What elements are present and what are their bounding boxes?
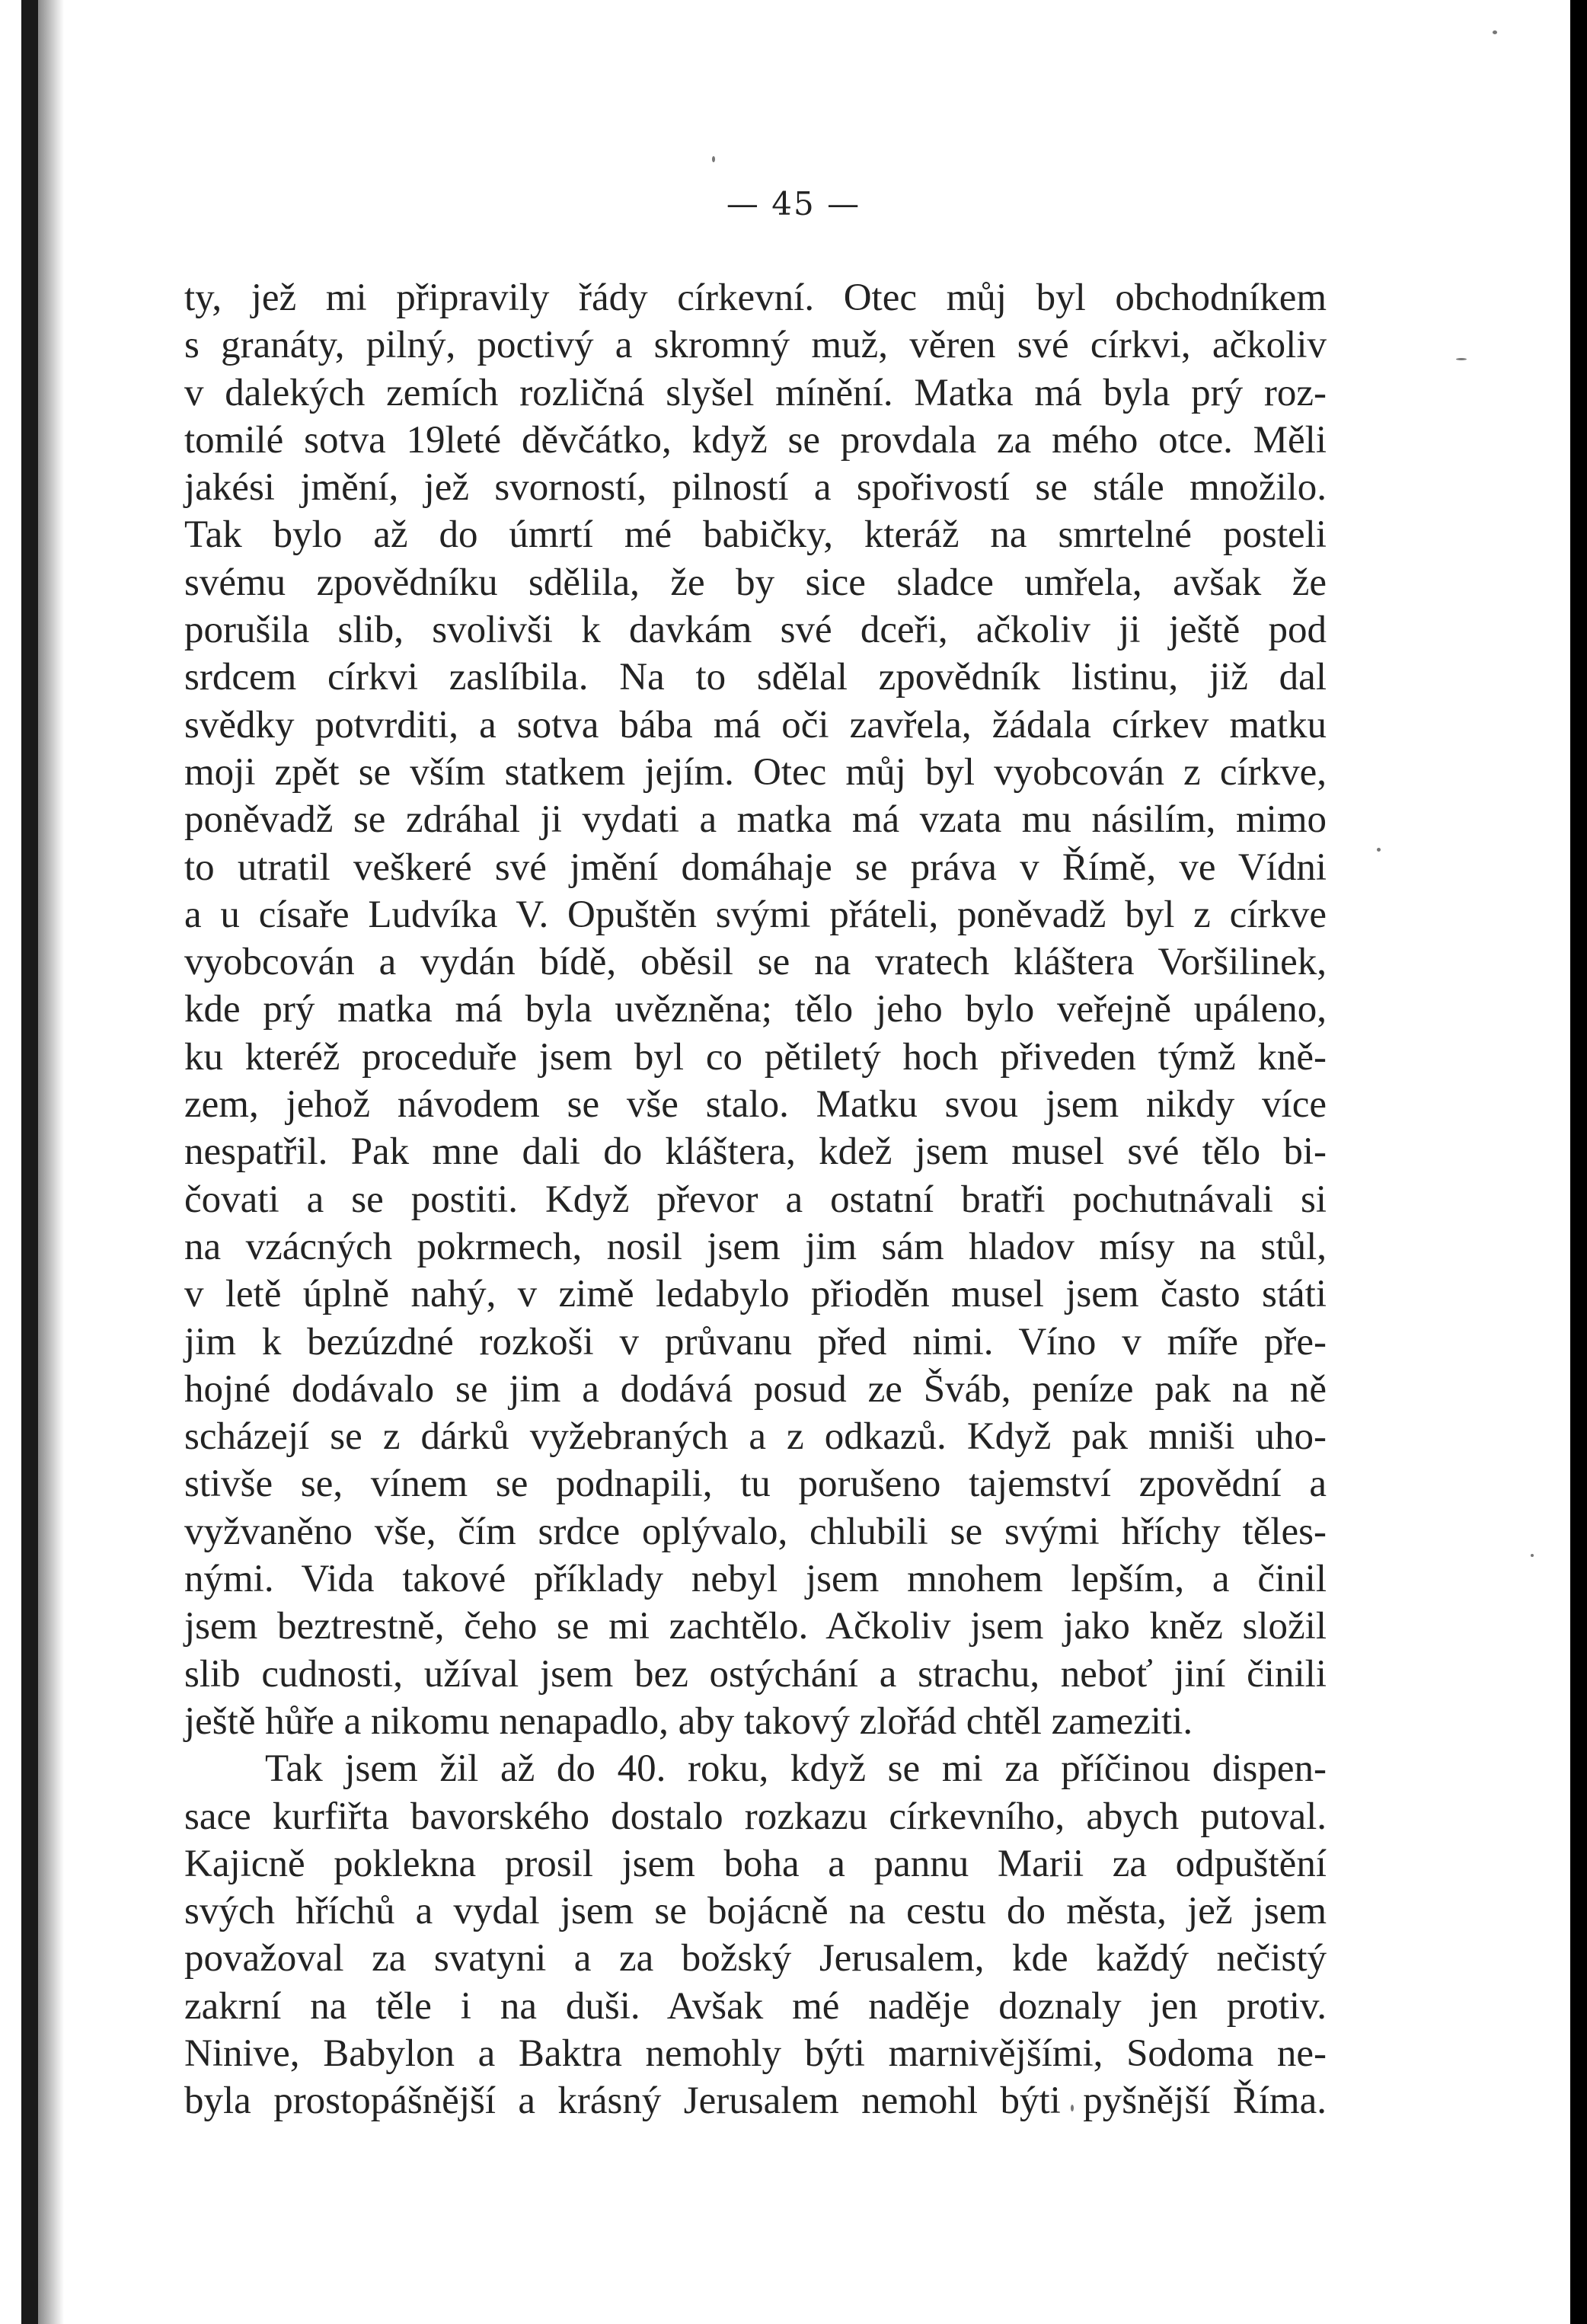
paper-speck (1531, 1554, 1534, 1557)
paper-speck (1493, 30, 1497, 34)
paragraph-start-line: Tak jsem žil až do 40. roku, když se mi za příčinou dispen- (265, 1747, 1327, 1791)
paper-speck (712, 156, 715, 162)
page-number: — 45 — (726, 185, 861, 222)
text-line: jim k bezúzdné rozkoši v průvanu před nimi. Víno v míře pře- (184, 1320, 1327, 1363)
book-binding-edge (21, 0, 38, 2324)
text-line: stivše se, vínem se podnapili, tu porušeno tajemství zpovědní a (184, 1462, 1327, 1506)
text-line: v dalekých zemích rozličná slyšel mínění. Matka má byla prý roz- (184, 371, 1327, 414)
paper-speck (1377, 848, 1381, 852)
text-line: na vzácných pokrmech, nosil jsem jim sám hladov mísy na stůl, (184, 1225, 1327, 1268)
text-line: čovati a se postiti. Když převor a ostatní bratři pochutnávali si (184, 1178, 1327, 1221)
text-line: nými. Vida takové příklady nebyl jsem mnohem lepším, a činil (184, 1558, 1327, 1601)
text-line: a u císaře Ludvíka V. Opuštěn svými přáteli, poněvadž byl z církve (184, 893, 1327, 936)
text-line: slib cudnosti, užíval jsem bez ostýchání a strachu, neboť jiní činili (184, 1652, 1327, 1696)
paper-speck (1456, 358, 1467, 360)
text-line: považoval za svatyni a za božský Jerusalem, kde každý nečistý (184, 1937, 1327, 1980)
text-line: s granáty, pilný, poctivý a skromný muž, věren své církvi, ačkoliv (184, 324, 1327, 367)
text-line: zem, jehož návodem se vše stalo. Matku svou jsem nikdy více (184, 1083, 1327, 1127)
text-line: ty, jež mi připravily řády církevní. Otec můj byl obchodníkem (184, 277, 1327, 319)
page-right-edge (1570, 0, 1587, 2324)
text-line: srdcem církvi zaslíbila. Na to sdělal zpovědník listinu, již dal (184, 656, 1327, 699)
text-line: poněvadž se zdráhal ji vydati a matka má vzata mu násilím, mimo (184, 798, 1327, 842)
text-line: kde prý matka má byla uvězněna; tělo jeho bylo veřejně upáleno, (184, 988, 1327, 1031)
text-line: svých hříchů a vydal jsem se bojácně na cestu do města, jež jsem (184, 1890, 1327, 1933)
text-line: Kajicně poklekna prosil jsem boha a pannu Marii za odpuštění (184, 1842, 1327, 1885)
text-line: scházejí se z dárků vyžebraných a z odkazů. Když pak mniši uho- (184, 1415, 1327, 1459)
text-line: tomilé sotva 19leté děvčátko, když se provdala za mého otce. Měli (184, 418, 1327, 462)
paragraph-end-line: ještě hůře a nikomu nenapadlo, aby takový zlořád chtěl zameziti. (184, 1699, 1193, 1743)
text-line: hojné dodávalo se jim a dodává posud ze Šváb, peníze pak na ně (184, 1367, 1327, 1411)
text-line: moji zpět se vším statkem jejím. Otec můj byl vyobcován z církve, (184, 750, 1327, 794)
text-line: nespatřil. Pak mne dali do kláštera, kdež jsem musel své tělo bi- (184, 1130, 1327, 1174)
text-line: porušila slib, svolivši k davkám své dceři, ačkoliv ji ještě pod (184, 609, 1327, 652)
text-line: Tak bylo až do úmrtí mé babičky, kteráž na smrtelné posteli (184, 513, 1327, 557)
text-line: zakrní na těle i na duši. Avšak mé naděje doznaly jen protiv. (184, 1984, 1327, 2028)
text-line: svému zpovědníku sdělila, že by sice sladce umřela, avšak že (184, 561, 1327, 604)
text-line: v letě úplně nahý, v zimě ledabylo přioděn musel jsem často státi (184, 1273, 1327, 1316)
text-line: Ninive, Babylon a Baktra nemohly býti marnivějšími, Sodoma ne- (184, 2032, 1327, 2075)
body-text (184, 274, 1327, 2125)
text-line: vyžvaněno vše, čím srdce oplývalo, chlubili se svými hříchy těles- (184, 1510, 1327, 1553)
text-line: sace kurfiřta bavorského dostalo rozkazu církevního, abych putoval. (184, 1795, 1327, 1838)
text-line: ku kteréž proceduře jsem byl co pětiletý hoch přiveden týmž kně- (184, 1035, 1327, 1079)
text-line: byla prostopášnější a krásný Jerusalem nemohl býti pyšnější Říma. (184, 2079, 1327, 2123)
text-line: to utratil veškeré své jmění domáhaje se práva v Římě, ve Vídni (184, 846, 1327, 889)
text-line: svědky potvrditi, a sotva bába má oči zavřela, žádala církev matku (184, 703, 1327, 746)
text-line: jsem beztrestně, čeho se mi zachtělo. Ačkoliv jsem jako kněz složil (184, 1605, 1327, 1648)
text-line: jakési jmění, jež svorností, pilností a spořivostí se stále množilo. (184, 466, 1327, 510)
text-line: vyobcován a vydán bídě, oběsil se na vratech kláštera Voršilinek, (184, 941, 1327, 984)
gutter-shadow (38, 0, 64, 2324)
